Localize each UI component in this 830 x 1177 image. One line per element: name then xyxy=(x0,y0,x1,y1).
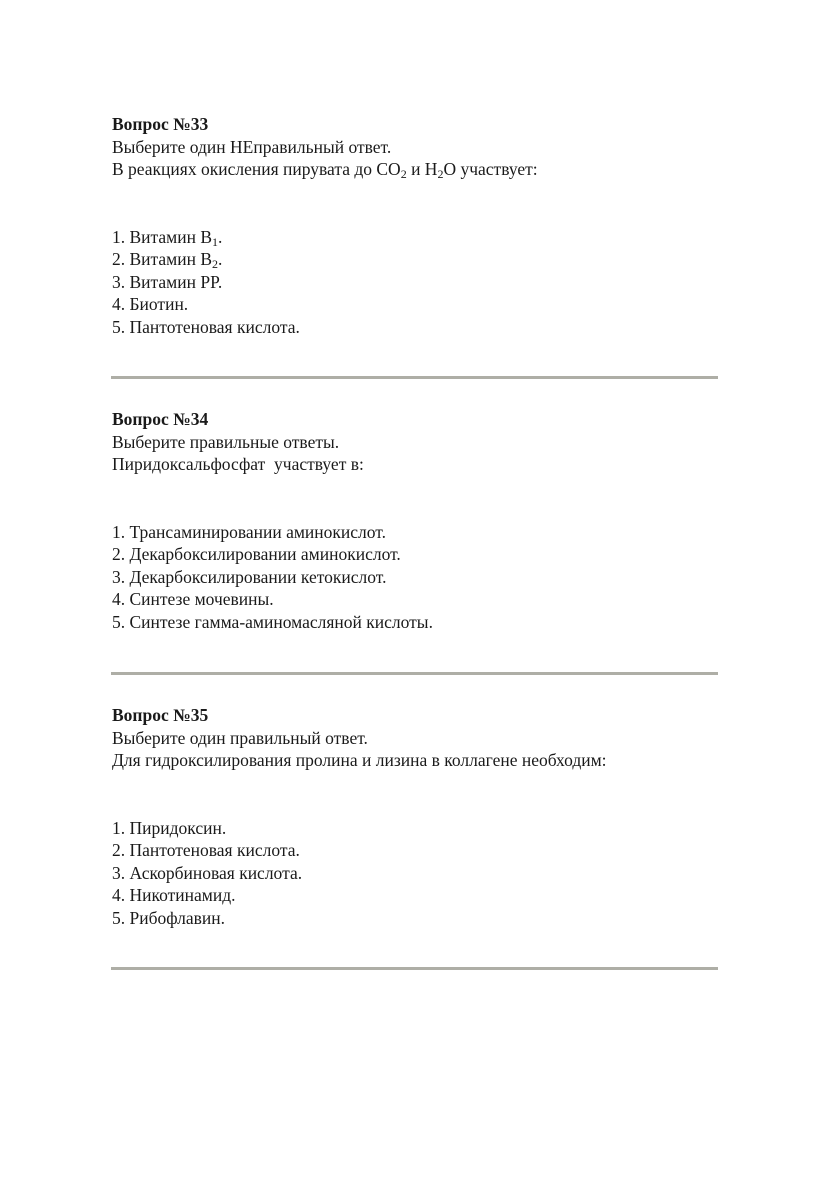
question-34 xyxy=(112,408,718,633)
section-divider xyxy=(111,376,718,379)
option-4: 4. Биотин. xyxy=(112,294,189,314)
option-3: 3. Аскорбиновая кислота. xyxy=(112,862,303,883)
option-5: 5. Пантотеновая кислота. xyxy=(112,316,300,337)
question-prompt: Для гидроксилирования пролина и лизина в коллагене необходим: xyxy=(112,750,607,770)
options-list xyxy=(112,521,718,634)
question-title: Вопрос №35 xyxy=(112,705,209,725)
question-instruction: Выберите один НЕправильный ответ. xyxy=(112,136,392,157)
option-1: 1. Пиридоксин. xyxy=(112,817,227,838)
option-4: 4. Синтезе мочевины. xyxy=(112,589,274,609)
option-1: 1. Витамин $B_1$. xyxy=(112,226,223,249)
option-2: 2. Декарбоксилировании аминокислот. xyxy=(112,544,401,564)
option-2: 2. Пантотеновая кислота. xyxy=(112,840,300,860)
option-1: 1. Трансаминировании аминокислот. xyxy=(112,521,387,542)
section-divider xyxy=(111,967,718,970)
question-instruction: Выберите правильные ответы. xyxy=(112,431,340,452)
option-2: 2. Витамин $B_2$. xyxy=(112,249,223,271)
question-title: Вопрос №33 xyxy=(112,114,209,134)
option-5: 5. Рибофлавин. xyxy=(112,907,226,928)
option-5: 5. Синтезе гамма-аминомасляной кислоты. xyxy=(112,611,433,632)
question-prompt: В реакциях окисления пирувата до $CO_2$ и $H_2O$ участвует: xyxy=(112,159,538,181)
option-3: 3. Декарбоксилировании кетокислот. xyxy=(112,566,387,587)
option-4: 4. Никотинамид. xyxy=(112,885,236,905)
options-list xyxy=(112,817,718,930)
question-instruction: Выберите один правильный ответ. xyxy=(112,727,368,748)
section-divider xyxy=(111,672,718,675)
question-33 xyxy=(112,113,718,338)
question-prompt: Пиридоксальфосфат участвует в: xyxy=(112,454,364,474)
question-35 xyxy=(112,704,718,929)
question-title: Вопрос №34 xyxy=(112,409,209,429)
option-3: 3. Витамин PP. xyxy=(112,271,223,292)
options-list xyxy=(112,226,718,339)
